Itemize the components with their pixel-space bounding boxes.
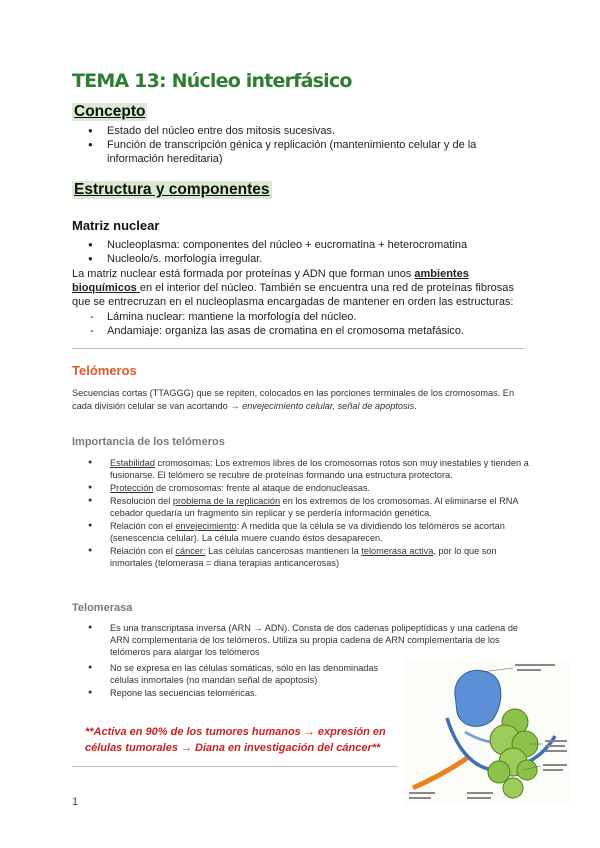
list-item: - Andamiaje: organiza las asas de cromatina en el cromosoma metafásico. — [72, 324, 532, 338]
telomerasa-heading: Telomerasa — [72, 602, 133, 614]
list-item: ● Resolución del problema de la replicación en los extremos de los cromosomas. Al eliminarse el RNA cebador quedaría un fragmento sin replicar y se perdería información genética. — [72, 495, 534, 519]
telomerasa-list-1 — [72, 622, 534, 659]
telomerase-diagram — [405, 660, 570, 805]
matriz-paragraph: La matriz nuclear está formada por proteínas y ADN que forman unos ambientes bioquímicos en el interior del núcleo. También se encuentra una red de proteínas fibrosas que se entrecruzan en el nucleoplasma encargadas de mantener en orden las estructuras: — [72, 268, 514, 308]
list-item: ● Protección de cromosomas: frente al ataque de endonucleasas. — [72, 482, 534, 494]
importancia-list — [72, 457, 534, 570]
list-item: ● No se expresa en las células somáticas, sólo en las denominadas células inmortales (no mandan señal de apoptosis) — [72, 662, 404, 686]
list-item: ● Relación con el cáncer: Las células cancerosas mantienen la telomerasa activa, por lo que son inmortales (telomerasa = diana terapias anticancerosas) — [72, 545, 534, 569]
divider — [72, 766, 398, 767]
list-item: ● Relación con el envejecimiento: A medida que la célula se va dividiendo los telómeros se acortan (senescencia celular). La célula muere cuando éstos desaparecen. — [72, 520, 534, 544]
list-item: ● Repone las secuencias teloméricas. — [72, 687, 404, 699]
list-item: ● Nucleoplasma: componentes del núcleo + eucromatina + heterocromatina — [72, 238, 532, 252]
protein-blue-shape — [455, 670, 501, 726]
concepto-list — [72, 124, 532, 166]
matriz-dash-list — [72, 310, 532, 338]
matriz-heading: Matriz nuclear — [72, 218, 160, 233]
list-item: ● Estabilidad cromosomas: Los extremos libres de los cromosomas rotos son muy inestables y tienden a fusionarse. El telómero se recubre de proteínas formando una estructura protectora. — [72, 457, 534, 481]
telomeros-heading: Telómeros — [72, 363, 137, 378]
ambientes-bioquimicos-term: ambientes bioquímicos — [72, 268, 469, 294]
importancia-heading: Importancia de los telómeros — [72, 436, 225, 448]
estructura-heading: Estructura y componentes — [74, 181, 270, 198]
telomerasa-list-2 — [72, 662, 404, 700]
divider — [72, 348, 524, 349]
matriz-list — [72, 238, 532, 266]
concepto-heading: Concepto — [74, 103, 146, 120]
telomeros-intro: Secuencias cortas (TTAGGG) que se repiten, colocados en las porciones terminales de los cromosomas. En cada división celular se van acortando → envejecimiento celular, señal de apoptosis. — [72, 388, 515, 411]
cancer-highlight: **Activa en 90% de los tumores humanos → expresión en células tumorales → Diana en investigación del cáncer** — [85, 726, 386, 754]
list-item: ● Es una transcriptasa inversa (ARN → ADN). Consta de dos cadenas polipeptídicas y una cadena de ARN complementaria de los telómeros. Utiliza su propia cadena de ARN complementaria de los telómeros para alargar los telómeros — [72, 622, 534, 658]
page-title: TEMA 13: Núcleo interfásico — [72, 70, 352, 92]
list-item: ● Estado del núcleo entre dos mitosis sucesivas. — [72, 124, 532, 138]
list-item: ● Función de transcripción génica y replicación (mantenimiento celular y de la información hereditaria) — [72, 138, 532, 166]
page-number: 1 — [72, 796, 79, 808]
list-item: ● Nucleolo/s. morfología irregular. — [72, 252, 532, 266]
list-item: - Lámina nuclear: mantiene la morfología del núcleo. — [72, 310, 532, 324]
